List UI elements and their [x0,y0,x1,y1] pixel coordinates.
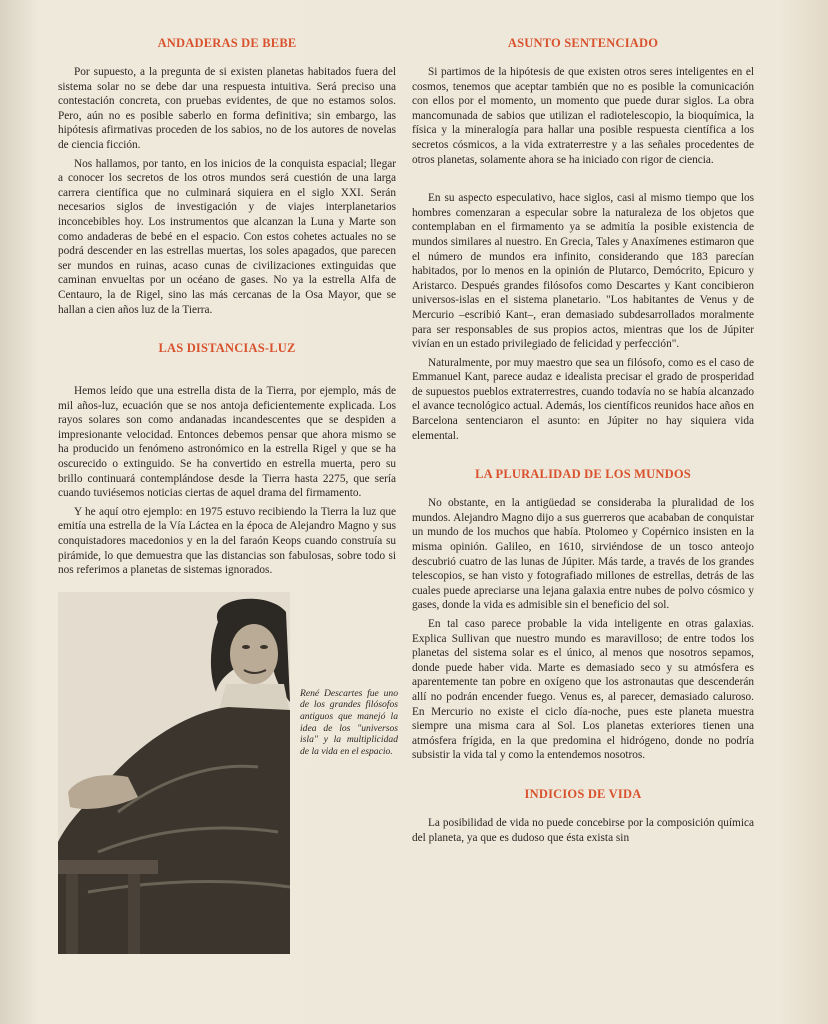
paragraph: En tal caso parece probable la vida inteligente en otras galaxias. Explica Sullivan que nuestro mundo es maravilloso; de entre todos los planetas del sistema solar es el único, al menos que nosotros sepamos, donde puede haber vida. Marte es demasiado seco y su atmósfera es aparentemente tan pobre en oxígeno que los astronautas que descenderán allí no podrán encender fuego. Venus es, al parecer, demasiado caluroso. En Mercurio no existe el ciclo día-noche, pues este planeta muestra siempre una misma cara al Sol. Los planetas exteriores tienen una atmósfera frígida, en la que predomina el hidrógeno, donde no podría subsistir la vida tal y como la entendemos nosotros. [412,618,754,762]
paragraph: La posibilidad de vida no puede concebirse por la composición química del planeta, ya que es dudoso que ésta exista sin [412,816,754,844]
right-column [412,30,754,849]
left-column [58,30,396,954]
section-heading-asunto: ASUNTO SENTENCIADO [507,36,659,50]
paragraph: Hemos leído que una estrella dista de la Tierra, por ejemplo, más de mil años-luz, ecuación que se nos antoja deficientemente explicada. Los rayos solares son como andanadas incandescentes que se despiden a impresionante velocidad. Entonces debemos pensar que ahora mismo se ha producido un fenómeno astronómico en la estrella Rigel y que se ha oscurecido o extinguido. Se ha convertido en estrella muerta, pero su brillo continuará contemplándose desde la Tierra hasta 2275, que sería cuando tuviésemos noticias ciertas de aquel drama del firmamento. [58,385,396,500]
paragraph: Nos hallamos, por tanto, en los inicios de la conquista espacial; llegar a conocer los secretos de los otros mundos será cuestión de una larga carrera científica que no culminará siquiera en el siglo XXI. Serán necesarios siglos de investigación y de viajes interplanetarios inconcebibles hoy. Los instrumentos que alcanzan la Luna y Marte son como andaderas de bebé en el espacio. Con estos cohetes actuales no se podrá descender en las estrellas muertas, los soles apagados, que parecen ser mundos en ruinas, acaso cunas de civilizaciones extinguidas que caminan envueltas por un océano de gases. No ya la estrella Alfa de Centauro, la de Rigel, sino las más cercanas de la Osa Mayor, que se hallan a cien años luz de la Tierra. [58,157,396,316]
paragraph: Naturalmente, por muy maestro que sea un filósofo, como es el caso de Emmanuel Kant, parece audaz e idealista precisar el grado de prosperidad de supuestos pueblos extraterrestres, cuando todavía no se había alcanzado el avance tecnológico actual. Además, los científicos reunidos hace años en Barcelona sentenciaron el asunto: en Júpiter no hay siquiera vida elemental. [412,356,754,442]
paragraph: Si partimos de la hipótesis de que existen otros seres inteligentes en el cosmos, tenemos que aceptar también que no es posible la comunicación con ellos por el momento, un momento que puede durar siglos. La obra mancomunada de sabios que utilizan el radiotelescopio, la bioquímica, la física y la mineralogía para hallar una posible respuesta científica a los secretos cósmicos, a la vida extraterrestre y a las señales procedentes de otros planetas, solamente ahora se ha iniciado con rigor de ciencia. [412,66,754,166]
section-heading-indicios: INDICIOS DE VIDA [524,786,642,801]
paragraph: En su aspecto especulativo, hace siglos, casi al mismo tiempo que los hombres comenzaran a especular sobre la naturaleza de los objetos que contemplaban en el firmamento ya se admitía la posible existencia de mundos similares al nuestro. En Grecia, Tales y Anaxímenes estimaron que el número de mundos era infinito, considerando que 183 parecían habitados, por lo menos en la opinión de Plutarco, Demócrito, Epicuro y Aristarco. Después grandes filósofos como Descartes y Kant concibieron universos-islas en el sistema planetario. "Los habitantes de Venus y de Mercurio –escribió Kant–, eran demasiado subdesarrollados moralmente para ser responsables de sus propios actos, mientras que los de Júpiter vivían en un estado privilegiado de felicidad y perfección". [412,192,754,351]
descartes-portrait-image [58,592,290,954]
portrait-engraving-icon [58,592,290,954]
portrait-caption: René Descartes fue uno de los grandes filósofos antiguos que manejó la idea de los "universos isla" y la multiplicidad de la vida en el espacio. [300,687,398,757]
section-heading-distancias: LAS DISTANCIAS-LUZ [158,341,296,356]
paragraph: Y he aquí otro ejemplo: en 1975 estuvo recibiendo la Tierra la luz que emitía una estrella de la Vía Láctea en la época de Alejandro Magno y sus conquistadores macedonios y en la del faraón Keops cuando construía su pirámide, lo que demuestra que las distancias son fabulosas, sobre todo si nos referimos a planetas de sistemas ignorados. [58,505,396,577]
section-heading-andaderas: ANDADERAS DE BEBE [157,36,297,50]
paragraph: No obstante, en la antigüedad se consideraba la pluralidad de los mundos. Alejandro Magno dijo a sus guerreros que acababan de conquistar un mundo de los muchos que había. Ptolomeo y Copérnico insisten en la misma opinión. Galileo, en 1610, sirviéndose de un tosco anteojo descubrió cuatro de las lunas de Júpiter. Más tarde, a través de los grandes telescopios, se han visto y fotografiado millones de estrellas, detrás de las cuales puede apreciarse una lejana galaxia entre nubes de polvo cósmico y gases, donde la vida es admisible sin el beneficio del sol. [412,497,754,612]
paragraph: Por supuesto, a la pregunta de si existen planetas habitados fuera del sistema solar no se debe dar una respuesta intuitiva. Será preciso una contestación concreta, con pruebas evidentes, de que no estamos solos. Pero, aún no es posible saberlo en forma definitiva; sin embargo, las hipótesis afirmativas proceden de los sabios, no de los autores de novelas de ciencia ficción. [58,66,396,151]
section-heading-pluralidad: LA PLURALIDAD DE LOS MUNDOS [475,467,691,482]
descartes-figure [58,592,396,954]
